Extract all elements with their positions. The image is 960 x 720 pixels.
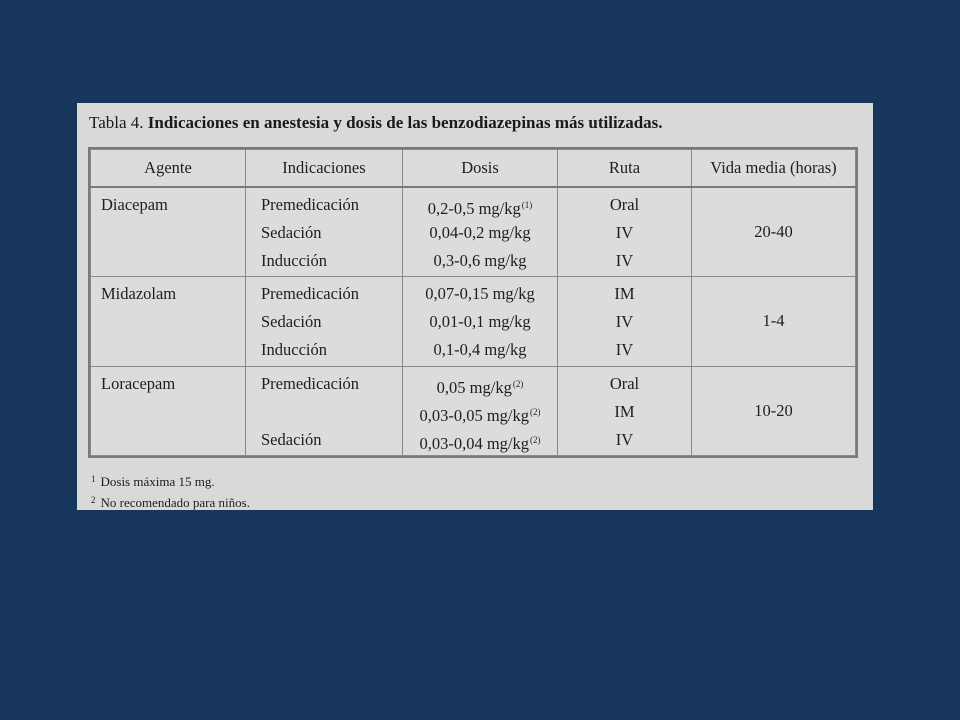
dose: [403, 219, 557, 247]
dose-note: (2): [512, 378, 524, 389]
route: IM: [614, 284, 635, 304]
dose: [403, 398, 557, 426]
agent-name: Loracepam: [101, 373, 176, 393]
dose: [403, 247, 557, 275]
header-agent: Agente: [91, 150, 246, 188]
footnote-mark: 1: [91, 474, 96, 484]
indication: Sedación: [261, 223, 322, 242]
dose-value: 0,03-0,04 mg/kg: [419, 433, 530, 453]
table-row: [91, 366, 856, 455]
dose-note: (1): [521, 200, 533, 210]
agent-name: Diacepam: [101, 195, 168, 214]
dose-note: (2): [530, 406, 541, 417]
dose: [403, 308, 557, 336]
footnote-mark: 2: [91, 495, 96, 505]
table-caption: [89, 113, 863, 133]
header-route: Ruta: [558, 150, 692, 188]
footnote: [91, 490, 250, 511]
indication: Sedación: [261, 312, 322, 332]
agent-cell: [91, 366, 246, 455]
table-row: [91, 277, 856, 366]
indication: Premedicación: [261, 195, 360, 214]
indication: Inducción: [261, 340, 327, 360]
footnote: [91, 469, 250, 490]
route-cell: [558, 366, 692, 455]
dose: [403, 426, 557, 454]
indication: Premedicación: [261, 373, 360, 393]
half-life-cell: 1-4: [692, 277, 856, 366]
agent-cell: [91, 187, 246, 277]
footnote-text: No recomendado para niños.: [100, 495, 250, 510]
route-cell: [558, 187, 692, 277]
dose-cell: [403, 366, 558, 455]
indications-cell: [246, 366, 403, 455]
dose-value: 0,07-0,15 mg/kg: [425, 284, 535, 304]
agent-name: Midazolam: [101, 284, 177, 304]
route: IV: [615, 312, 634, 332]
indication: [246, 398, 402, 426]
table-row: [91, 187, 856, 277]
dosage-table: [90, 149, 856, 456]
half-life-cell: 20-40: [692, 187, 856, 277]
route: Oral: [609, 373, 640, 393]
dose-value: 0,05 mg/kg: [436, 377, 512, 397]
route: IV: [615, 340, 634, 360]
dose-value: 0,01-0,1 mg/kg: [429, 312, 531, 332]
indication: Sedación: [261, 429, 322, 449]
dose: [403, 336, 557, 364]
table-frame: [88, 147, 858, 458]
route-cell: [558, 277, 692, 366]
dose-value: 0,2-0,5 mg/kg: [427, 199, 521, 218]
footnote-text: Dosis máxima 15 mg.: [100, 474, 215, 489]
dose-value: 0,04-0,2 mg/kg: [429, 223, 531, 242]
route: IV: [615, 223, 634, 242]
header-row: [91, 150, 856, 188]
dose-value: 0,03-0,05 mg/kg: [419, 405, 530, 425]
dose: [403, 370, 557, 398]
route: IV: [615, 251, 634, 270]
route: Oral: [609, 195, 640, 214]
header-indications: Indicaciones: [246, 150, 403, 188]
route: IM: [614, 401, 635, 421]
caption-title: Indicaciones en anestesia y dosis de las benzodiazepinas más utilizadas.: [147, 113, 663, 132]
route: IV: [615, 429, 634, 449]
agent-cell: [91, 277, 246, 366]
half-life-cell: 10-20: [692, 366, 856, 455]
indication: Premedicación: [261, 284, 360, 304]
indications-cell: [246, 187, 403, 277]
caption-label: Tabla 4.: [89, 113, 144, 132]
dose-cell: [403, 187, 558, 277]
table-image: [77, 103, 873, 510]
dose-value: 0,3-0,6 mg/kg: [433, 251, 527, 270]
header-dose: Dosis: [403, 150, 558, 188]
dose: [403, 191, 557, 219]
dose-cell: [403, 277, 558, 366]
indication: Inducción: [261, 251, 327, 270]
header-half-life: Vida media (horas): [692, 150, 856, 188]
dose-value: 0,1-0,4 mg/kg: [433, 340, 527, 360]
dose: [403, 280, 557, 308]
dose-note: (2): [530, 434, 541, 445]
indications-cell: [246, 277, 403, 366]
footnotes: [91, 469, 250, 511]
